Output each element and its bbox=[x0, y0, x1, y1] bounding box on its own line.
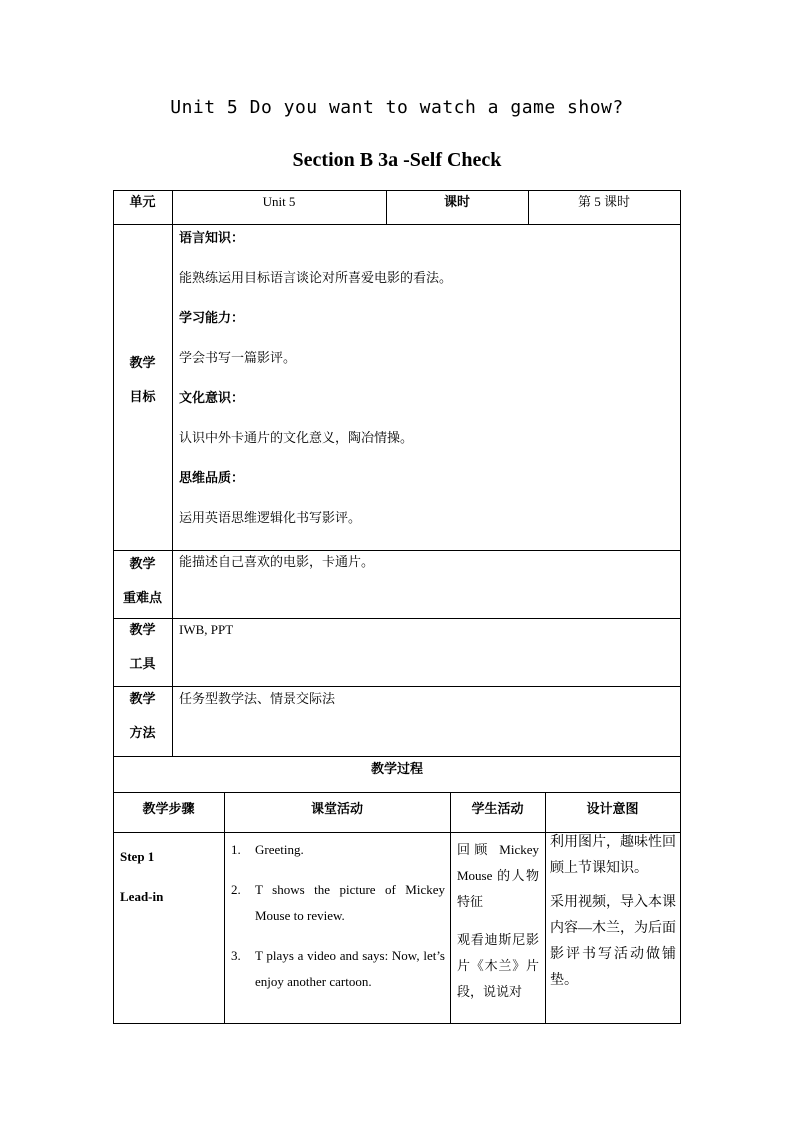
student-activity: 回顾 Mickey Mouse 的人物特征 bbox=[457, 842, 539, 909]
methods-label bbox=[113, 682, 172, 750]
list-item bbox=[231, 877, 445, 929]
methods-text: 任务型教学法、情景交际法 bbox=[179, 691, 336, 706]
key-points-label-line2: 重难点 bbox=[122, 590, 162, 605]
key-points-text: 能描述自己喜欢的电影，卡通片。 bbox=[179, 554, 375, 569]
intent-text: 采用视频，导入本课内容—木兰，为后面影评书写活动做铺垫。 bbox=[550, 895, 676, 988]
methods-label-line1: 教学 bbox=[129, 691, 156, 706]
objective-text: 运用英语思维逻辑化书写影评。 bbox=[179, 510, 362, 525]
step1-label-line1: Step 1 bbox=[120, 849, 155, 864]
objective-text: 认识中外卡通片的文化意义，陶冶情操。 bbox=[179, 430, 414, 445]
period-label: 课时 bbox=[443, 194, 470, 209]
tools-label-line2: 工具 bbox=[129, 656, 156, 671]
item-text: Greeting. bbox=[255, 842, 304, 857]
header-activities: 课堂活动 bbox=[310, 801, 363, 816]
step1-label-line2: Lead-in bbox=[120, 889, 164, 904]
objective-heading: 思维品质： bbox=[179, 470, 245, 485]
objectives-label-line2: 目标 bbox=[129, 389, 156, 404]
objective-heading: 文化意识： bbox=[179, 390, 245, 405]
objectives-label bbox=[113, 346, 172, 414]
item-text: T shows the picture of Mickey Mouse to review. bbox=[255, 882, 445, 923]
item-text: T plays a video and says: Now, let’s enjoy another cartoon. bbox=[255, 948, 445, 989]
item-number: 3. bbox=[231, 948, 241, 963]
document-title: Unit 5 Do you want to watch a game show? bbox=[170, 97, 624, 118]
step1-activities bbox=[231, 837, 445, 1009]
tools-label-line1: 教学 bbox=[129, 622, 156, 637]
objective-text: 能熟练运用目标语言谈论对所喜爱电影的看法。 bbox=[179, 270, 453, 285]
tools-text: IWB, PPT bbox=[179, 622, 234, 637]
item-number: 2. bbox=[231, 882, 241, 897]
intent-text: 利用图片，趣味性回顾上节课知识。 bbox=[550, 835, 676, 876]
objectives-label-line1: 教学 bbox=[129, 355, 156, 370]
header-steps: 教学步骤 bbox=[142, 801, 195, 816]
step1-intent bbox=[550, 830, 676, 994]
step1-student bbox=[457, 837, 539, 1005]
document-subtitle: Section B 3a -Self Check bbox=[292, 149, 502, 171]
item-number: 1. bbox=[231, 842, 241, 857]
step1-label bbox=[120, 837, 220, 917]
objective-text: 学会书写一篇影评。 bbox=[179, 350, 297, 365]
objectives-content bbox=[179, 228, 674, 528]
objective-heading: 学习能力： bbox=[179, 310, 245, 325]
list-item bbox=[231, 837, 445, 863]
unit-value: Unit 5 bbox=[262, 194, 296, 209]
key-points-label bbox=[113, 547, 172, 615]
key-points-label-line1: 教学 bbox=[129, 556, 156, 571]
methods-label-line2: 方法 bbox=[129, 725, 156, 740]
unit-label: 单元 bbox=[129, 194, 156, 209]
process-title: 教学过程 bbox=[370, 761, 423, 776]
objective-heading: 语言知识： bbox=[179, 230, 245, 245]
student-activity: 观看迪斯尼影片《木兰》片段，说说对 bbox=[457, 932, 539, 999]
list-item bbox=[231, 943, 445, 995]
header-student: 学生活动 bbox=[471, 801, 524, 816]
tools-label bbox=[113, 613, 172, 681]
period-value: 第 5 课时 bbox=[577, 194, 630, 209]
header-intent: 设计意图 bbox=[586, 801, 639, 816]
